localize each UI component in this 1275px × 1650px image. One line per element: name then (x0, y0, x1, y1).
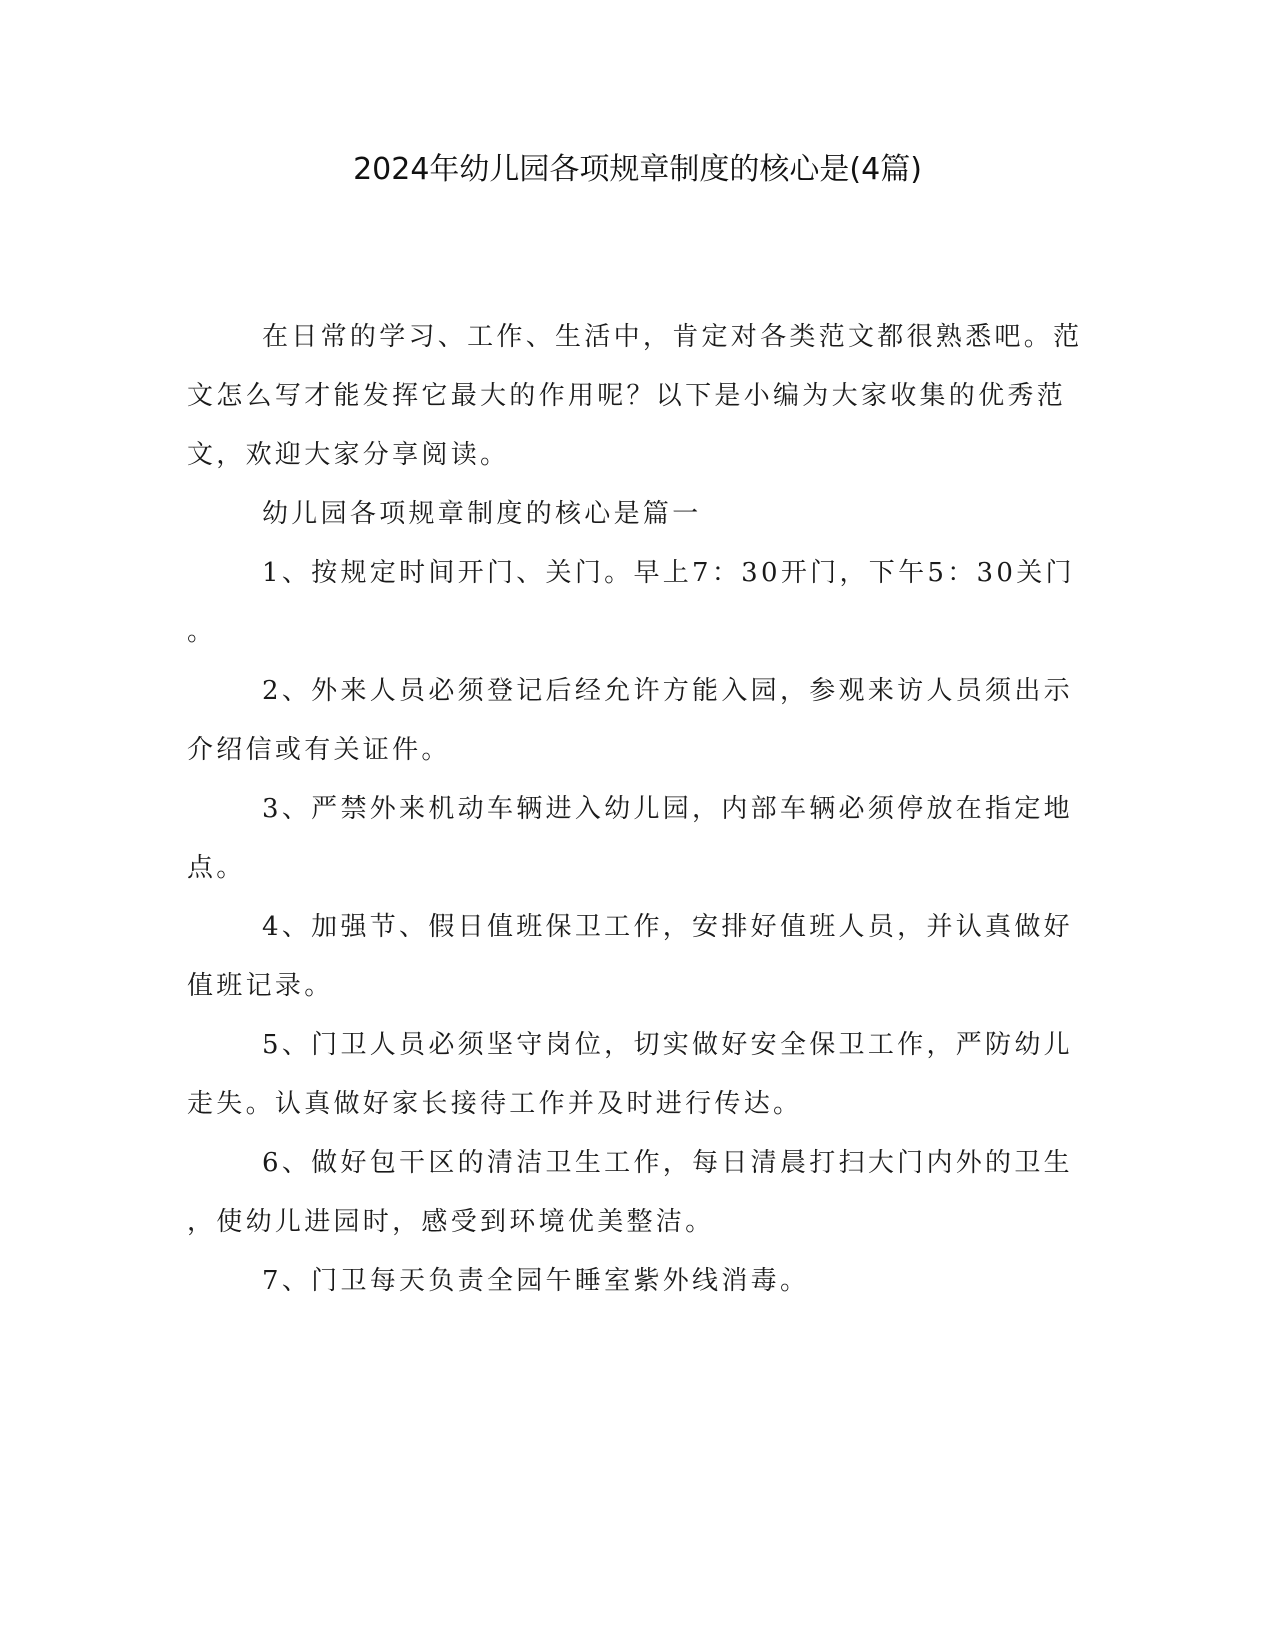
rule-2-line-2: 介绍信或有关证件。 (187, 735, 451, 765)
rule-3-line-1: 3、严禁外来机动车辆进入幼儿园，内部车辆必须停放在指定地 (262, 794, 1073, 824)
rule-1-line-2: 。 (187, 617, 217, 647)
rule-6-line-2: ，使幼儿进园时，感受到环境优美整洁。 (187, 1207, 715, 1237)
intro-line-1: 在日常的学习、工作、生活中，肯定对各类范文都很熟悉吧。范 (262, 322, 1083, 352)
rule-6-line-1: 6、做好包干区的清洁卫生工作，每日清晨打扫大门内外的卫生 (262, 1148, 1073, 1178)
intro-line-3: 文，欢迎大家分享阅读。 (187, 440, 510, 470)
rule-2-line-1: 2、外来人员必须登记后经允许方能入园，参观来访人员须出示 (262, 676, 1073, 706)
document-title: 2024年幼儿园各项规章制度的核心是(4篇) (353, 152, 922, 187)
rule-7-line-1: 7、门卫每天负责全园午睡室紫外线消毒。 (262, 1266, 810, 1296)
rule-4-line-2: 值班记录。 (187, 971, 334, 1001)
rule-5-line-2: 走失。认真做好家长接待工作并及时进行传达。 (187, 1089, 803, 1119)
section-heading: 幼儿园各项规章制度的核心是篇一 (262, 499, 702, 529)
rule-3-line-2: 点。 (187, 853, 246, 883)
rule-1-line-1: 1、按规定时间开门、关门。早上7：30开门，下午5：30关门 (262, 558, 1075, 588)
rule-4-line-1: 4、加强节、假日值班保卫工作，安排好值班人员，并认真做好 (262, 912, 1073, 942)
rule-5-line-1: 5、门卫人员必须坚守岗位，切实做好安全保卫工作，严防幼儿 (262, 1030, 1073, 1060)
intro-line-2: 文怎么写才能发挥它最大的作用呢？以下是小编为大家收集的优秀范 (187, 381, 1067, 411)
